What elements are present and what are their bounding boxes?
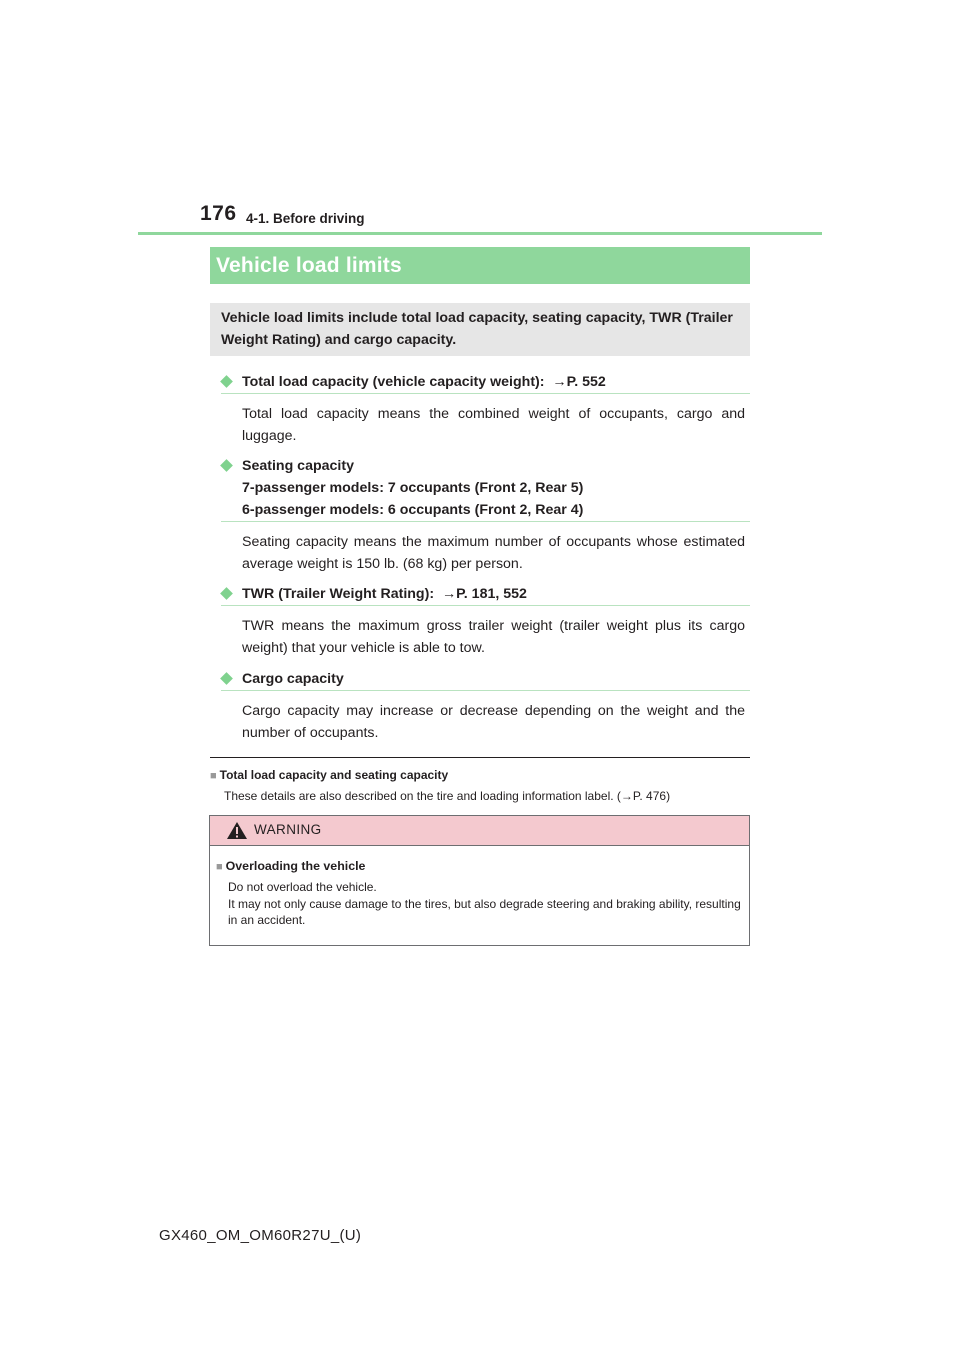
item-body: Seating capacity means the maximum number of occupants whose estimated average weight is 150 lb. (68 kg) per person. [242, 534, 745, 572]
item-body: TWR means the maximum gross trailer weight (trailer weight plus its cargo weight) that your vehicle is able to tow. [242, 618, 745, 656]
warning-header [210, 816, 749, 846]
page-number: 176 [200, 202, 237, 225]
item-heading-text: 6-passenger models: 6 occupants (Front 2, Rear 4) [242, 502, 584, 518]
note-body-text: These details are also described on the tire and loading information label. ( [224, 789, 621, 803]
item-heading-text: TWR (Trailer Weight Rating): [242, 586, 435, 602]
arrow-right-icon: → [548, 374, 567, 390]
square-bullet-icon: ■ [210, 770, 217, 782]
section-end-rule [210, 757, 750, 758]
item-body: Total load capacity means the combined weight of occupants, cargo and luggage. [242, 406, 745, 444]
item-heading-twr [221, 583, 750, 606]
warning-box [209, 815, 750, 946]
warning-triangle-icon [226, 821, 248, 840]
diamond-icon [220, 672, 233, 685]
page-reference-link[interactable]: P. 552 [566, 374, 606, 390]
section-label: 4-1. Before driving [246, 211, 365, 226]
warning-line: Do not overload the vehicle. [228, 880, 377, 894]
warning-line: It may not only cause damage to the tires, but also degrade steering and braking ability, resulting in an accident. [228, 896, 741, 927]
page-title: Vehicle load limits [210, 247, 750, 284]
page-reference-link[interactable]: P. 476 [632, 789, 667, 803]
item-heading-text: Seating capacity [242, 458, 354, 474]
note-body [224, 787, 670, 805]
page-reference-link[interactable]: P. 181, 552 [456, 586, 527, 602]
note-body-suffix: ) [666, 789, 671, 803]
square-bullet-icon: ■ [216, 861, 223, 873]
diamond-icon [220, 587, 233, 600]
item-heading-text: 7-passenger models: 7 occupants (Front 2, Rear 5) [242, 480, 584, 496]
item-body: Cargo capacity may increase or decrease depending on the weight and the number of occupants. [242, 703, 745, 741]
intro-box: Vehicle load limits include total load capacity, seating capacity, TWR (Trailer Weight Rating) and cargo capacity. [210, 303, 750, 356]
item-heading-text: Cargo capacity [242, 671, 344, 687]
item-heading-cargo [221, 668, 750, 691]
item-heading-text: Total load capacity (vehicle capacity weight): [242, 374, 545, 390]
item-heading-total-load [221, 371, 750, 394]
arrow-right-icon: → [620, 789, 633, 803]
warning-label: WARNING [254, 822, 322, 837]
diamond-icon [220, 375, 233, 388]
note-title [210, 766, 448, 785]
note-title-text: Total load capacity and seating capacity [219, 768, 449, 782]
warning-body [228, 879, 748, 929]
warning-title [216, 857, 365, 876]
header-rule [138, 232, 822, 235]
diamond-icon [220, 459, 233, 472]
warning-title-text: Overloading the vehicle [225, 859, 366, 873]
footer-code: GX460_OM_OM60R27U_(U) [159, 1227, 362, 1244]
item-heading-seating [221, 455, 750, 522]
arrow-right-icon: → [438, 586, 457, 602]
